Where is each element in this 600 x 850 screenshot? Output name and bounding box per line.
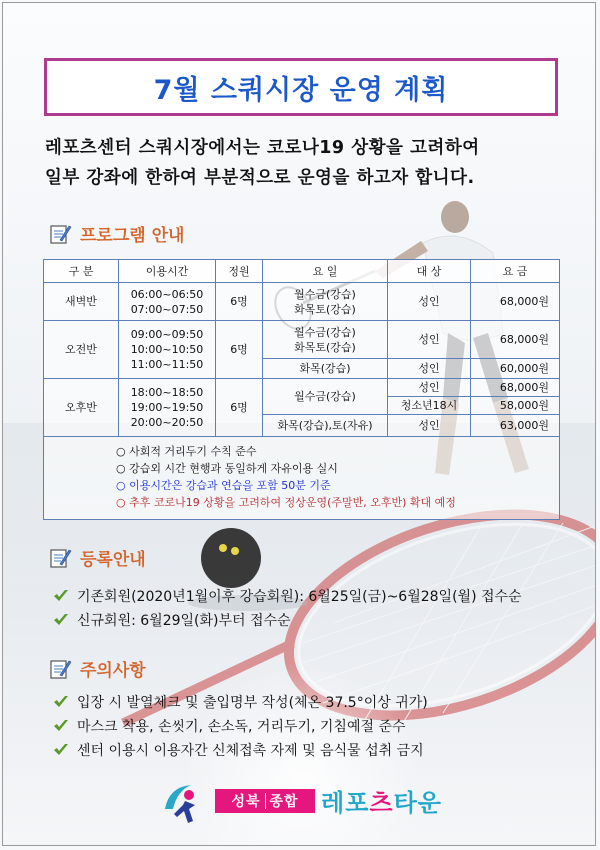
class-times: [119, 283, 216, 321]
days-line: 화목토(강습): [294, 340, 356, 354]
time-slot: 07:00~07:50: [130, 302, 204, 316]
table-header: 이용시간: [119, 260, 216, 283]
poster: [2, 2, 596, 846]
table-row: [44, 321, 560, 359]
program-heading-label: 프로그램 안내: [80, 226, 185, 246]
intro-line: 레포츠센터 스쿼시장에서는 코로나19 상황을 고려하여: [45, 138, 480, 158]
list-item-text: 입장 시 발열체크 및 출입명부 작성(체온 37.5°이상 귀가): [77, 695, 428, 711]
target: 성인: [388, 283, 471, 321]
registration-heading: [48, 545, 146, 570]
capacity: 6명: [216, 283, 263, 321]
target: 성인: [388, 359, 471, 379]
list-item: [53, 608, 522, 632]
target: 성인: [388, 321, 471, 359]
org-name-part: 종합: [269, 794, 299, 810]
registration-heading-label: 등록안내: [80, 550, 146, 570]
intro-line: 일부 강좌에 한하여 부분적으로 운영을 하고자 합니다.: [45, 168, 475, 188]
memo-icon: [48, 546, 72, 570]
table-row: [44, 283, 560, 321]
class-times: [119, 321, 216, 379]
days: [263, 321, 388, 359]
days: [263, 283, 388, 321]
brand-char: 츠: [369, 789, 394, 817]
memo-icon: [48, 657, 72, 681]
days-line: 화목토(강습): [294, 302, 356, 316]
price: 60,000원: [471, 359, 560, 379]
price: 63,000원: [471, 415, 560, 437]
days: 화목(강습),토(자유): [263, 415, 388, 437]
list-item-text: 기존회원(2020년1월이후 강습회원): 6월25일(금)~6월28일(월) 접수순: [77, 589, 522, 605]
notes-cell: [44, 437, 560, 520]
table-row: [44, 379, 560, 397]
brand-char: 레: [321, 789, 346, 817]
price: 58,000원: [471, 397, 560, 415]
price: 68,000원: [471, 283, 560, 321]
capacity: 6명: [216, 379, 263, 437]
note-item: ○ 강습외 시간 현행과 동일하게 자유이용 실시: [116, 462, 338, 475]
class-name: 오전반: [44, 321, 119, 379]
time-slot: 06:00~06:50: [130, 287, 204, 301]
price: 68,000원: [471, 321, 560, 359]
program-table: [43, 259, 560, 520]
intro-text: [45, 133, 565, 193]
brand-char: 포: [345, 789, 370, 817]
brand-char: 운: [417, 789, 442, 817]
org-brand: [321, 783, 442, 818]
time-slot: 19:00~19:50: [130, 401, 204, 414]
checkmark-icon: [53, 743, 69, 757]
list-item-text: 마스크 착용, 손씻기, 손소독, 거리두기, 기침예절 준수: [77, 719, 406, 735]
list-item-text: 신규회원: 6월29일(화)부터 접수순: [77, 613, 291, 629]
org-name-part: 성북: [231, 794, 261, 810]
notes-row: [44, 437, 560, 520]
table-header: 구 분: [44, 260, 119, 283]
capacity: 6명: [216, 321, 263, 379]
page-title: 7월 스쿼시장 운영 계획: [153, 74, 449, 106]
time-slot: 20:00~20:50: [130, 416, 204, 429]
title-box: [44, 58, 558, 116]
note-item: ○ 추후 코로나19 상황을 고려하여 정상운영(주말반, 오후반) 확대 예정: [116, 496, 456, 509]
checkmark-icon: [53, 695, 69, 709]
caution-heading-label: 주의사항: [80, 661, 146, 681]
list-item: [53, 738, 428, 762]
table-header: 대 상: [388, 260, 471, 283]
class-name: 새벽반: [44, 283, 119, 321]
price: 68,000원: [471, 379, 560, 397]
days: 화목(강습): [263, 359, 388, 379]
caution-heading: [48, 656, 146, 681]
program-heading: [48, 221, 184, 246]
time-slot: 18:00~18:50: [130, 386, 204, 399]
note-item: ○ 사회적 거리두기 수칙 준수: [116, 445, 257, 458]
registration-list: [53, 584, 522, 632]
list-item: [53, 714, 428, 738]
checkmark-icon: [53, 613, 69, 627]
list-item: [53, 690, 428, 714]
note-item: ○ 이용시간은 강습과 연습을 포함 50분 기준: [116, 479, 331, 492]
brand-char: 타: [393, 789, 418, 817]
days-line: 월수금(강습): [294, 325, 356, 339]
time-slot: 10:00~10:50: [130, 343, 204, 356]
list-item-text: 센터 이용시 이용자간 신체접촉 자제 및 음식물 섭취 금지: [77, 743, 424, 759]
class-times: [119, 379, 216, 437]
target: 청소년18시: [388, 397, 471, 415]
badge-divider: [265, 793, 266, 809]
list-item: [53, 584, 522, 608]
time-slot: 09:00~09:50: [130, 328, 204, 341]
time-slot: 11:00~11:50: [130, 358, 204, 371]
runner-logo-icon: [159, 779, 209, 829]
target: 성인: [388, 379, 471, 397]
table-header: 요 금: [471, 260, 560, 283]
class-name: 오후반: [44, 379, 119, 437]
table-header: 정원: [216, 260, 263, 283]
org-badge: [215, 789, 315, 813]
caution-list: [53, 690, 428, 762]
days-line: 월수금(강습): [294, 287, 356, 301]
checkmark-icon: [53, 719, 69, 733]
target: 성인: [388, 415, 471, 437]
table-header: 요 일: [263, 260, 388, 283]
checkmark-icon: [53, 589, 69, 603]
memo-icon: [48, 222, 72, 246]
footer-logo: [159, 779, 459, 829]
days: 월수금(강습): [263, 379, 388, 415]
table-header-row: [44, 260, 560, 283]
